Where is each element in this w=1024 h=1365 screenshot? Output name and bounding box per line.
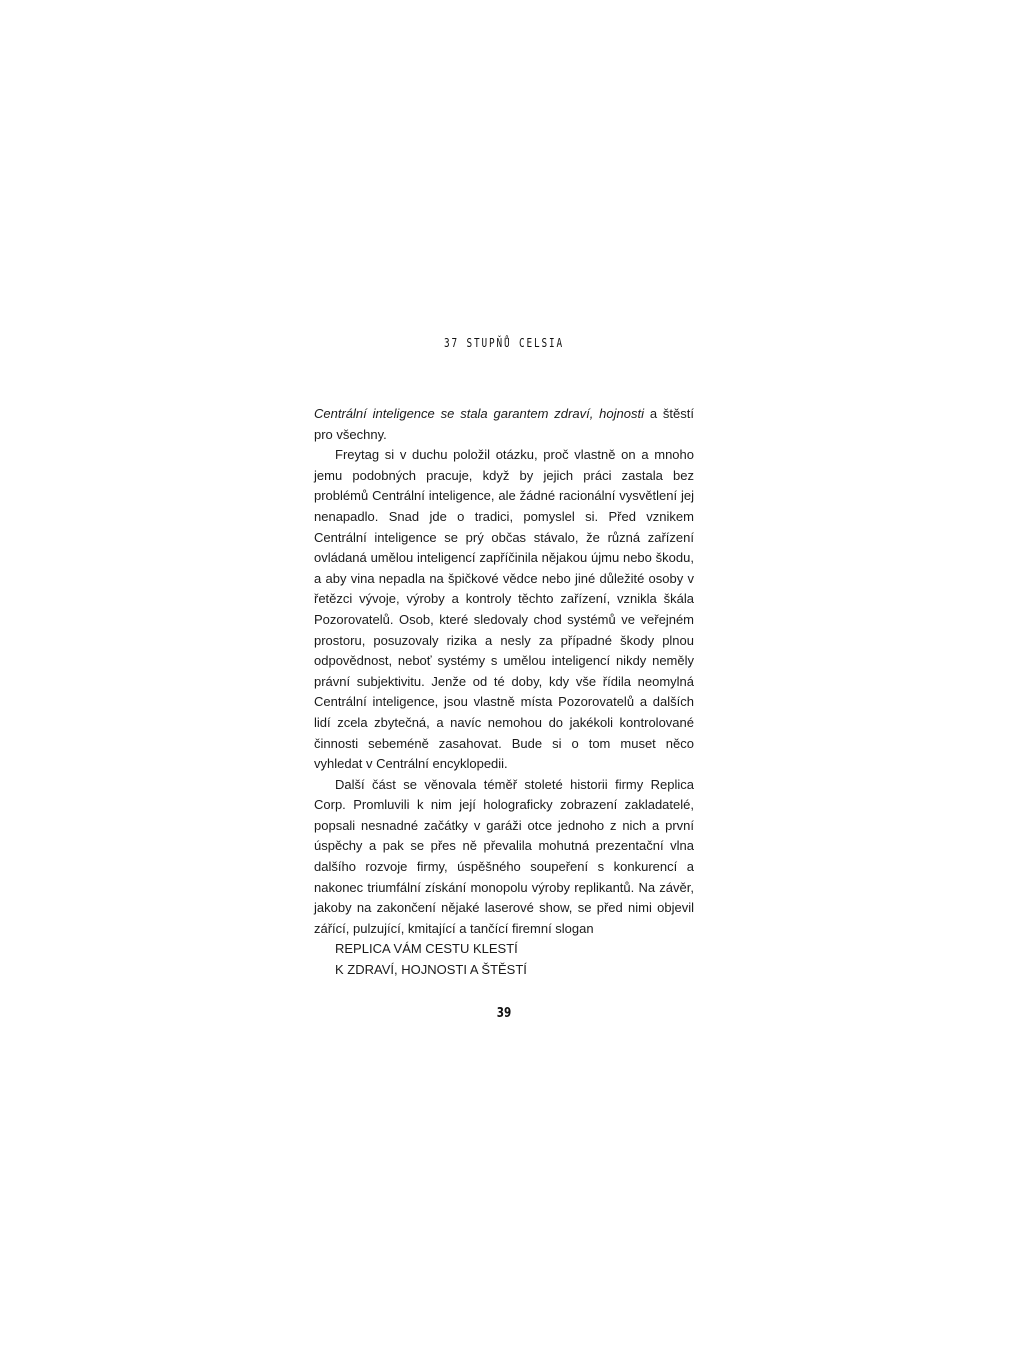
paragraph-2: Freytag si v duchu položil otázku, proč vlastně on a mnoho jemu podobných pracuje, když by jejich práci zastala bez problémů Centrální inteligence, ale žádné racionální vysvětlení jej nenapadlo. Snad jde o tradici, pomyslel si. Před vznikem Centrální inteligence se prý občas stávalo, že různá zařízení ovládaná umělou inteligencí zapříčinila nějakou újmu nebo škodu, a aby vina nepadla na špičkové vědce nebo jiné důležité osoby v řetězci vývoje, výroby a kontroly těchto zařízení, vznikla škála Pozorovatelů. Osob, které sledovaly chod systémů ve veřejném prostoru, posuzovaly rizika a nesly za případné škody plnou odpovědnost, neboť systémy s umělou inteligencí nikdy neměly právní subjektivitu. Jenže od té doby, kdy vše řídila neomylná Centrální inteligence, jsou vlastně místa Pozorovatelů a dalších lidí zcela zbytečná, a navíc nemohou do jakékoli kontrolované činnosti sebeméně zasahovat. Bude si o tom muset něco vyhledat v Centrální encyklopedii. (314, 447, 694, 772)
paragraph-1-rest: a štěstí pro všechny. (314, 406, 694, 442)
page-number: 39 (496, 1006, 512, 1021)
slogan-line-1: REPLICA VÁM CESTU KLESTÍ (335, 941, 518, 957)
running-head: 37 STUPŇŮ CELSIA (443, 336, 565, 350)
paragraph-3: Další část se věnovala téměř stoleté historii firmy Replica Corp. Promluvili k nim její holograficky zobrazení zakladatelé, popsali nesnadné začátky v garáži otce jednoho z nich a první úspěchy a pak se přes ně převalila mohutná prezentační vlna dalšího rozvoje firmy, úspěšného soupeření s konkurencí a nakonec triumfální získání monopolu výroby replikantů. Na závěr, jakoby na zakončení nějaké laserové show, se před nimi objevil zářící, pulzující, kmitající a tančící firemní slogan (314, 776, 694, 936)
paragraph-1 (314, 404, 694, 445)
body-text (314, 404, 694, 981)
slogan-line-2: K ZDRAVÍ, HOJNOSTI A ŠTĚSTÍ (335, 962, 527, 978)
italic-phrase: Centrální inteligence se stala garantem zdraví, hojnosti (314, 406, 644, 421)
